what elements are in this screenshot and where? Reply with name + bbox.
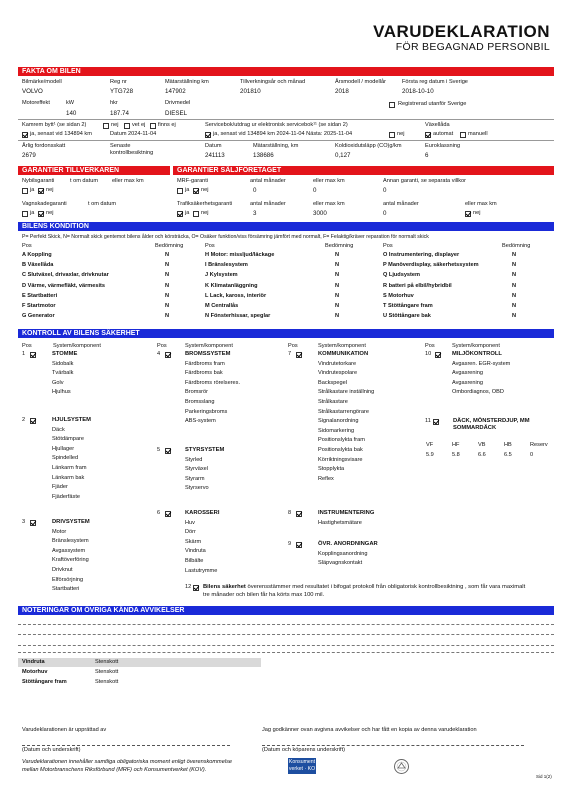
kondition-item: C Slutväxel, drivaxlar, drivknutar	[22, 272, 109, 279]
registrerad-checkbox[interactable]	[389, 102, 395, 108]
group-item: Reflex	[318, 475, 334, 482]
note12-text2: tre månader och bilen får ha körts max 100 mil.	[203, 592, 325, 598]
tire-value: 6.6	[478, 452, 486, 458]
note12-rest: överensstämmer med resultatet i bifogat protokoll från obligatorisk kontrollbesiktning , som får vara maximalt	[245, 584, 526, 590]
kondition-item: N Fönsterhissar, speglar	[205, 313, 271, 320]
kondition-rating: N	[165, 262, 170, 269]
group-item: Styrarm	[185, 475, 205, 482]
group-checkbox[interactable]	[296, 542, 302, 548]
vagnskada-ja-checkbox[interactable]	[22, 211, 28, 217]
group-item: Hastighetsmätare	[318, 519, 362, 526]
konsumentverket-logo	[288, 758, 316, 774]
kondition-rating: N	[165, 313, 170, 320]
tire-header: HF	[452, 442, 460, 448]
kondition-rating: N	[512, 272, 517, 279]
skatt-label: Årlig fordonsskatt	[22, 143, 66, 149]
vagnskada-ja-label: ja	[30, 210, 35, 216]
service-ja-checkbox[interactable]	[205, 132, 211, 138]
group-title: HJULSYSTEM	[52, 417, 91, 423]
section-fakta: FAKTA OM BILEN	[18, 67, 554, 76]
annan-man-value: 0	[383, 187, 387, 194]
tire-value: 5.8	[452, 452, 460, 458]
mrf-maxkm-label: eller max km	[313, 178, 345, 184]
vagnskada-nej-checkbox[interactable]	[38, 211, 44, 217]
group-item: Avgasrening	[452, 370, 483, 377]
group-num: 6	[157, 510, 161, 516]
trafik-nej-checkbox[interactable]	[193, 211, 199, 217]
group-item: Signalanordning	[318, 418, 359, 425]
nybil-nej-label: nej	[46, 187, 54, 193]
mrf-label: MRF-garanti	[177, 178, 209, 184]
kondition-item: P Manöverdisplay, säkerhetssystem	[383, 262, 479, 269]
vagnskada-tomdatum-label: t om datum	[88, 201, 116, 207]
group-item: Spindelled	[52, 455, 79, 462]
fakta-label-2: Mätarställning km	[165, 79, 209, 85]
matar-label: Mätarställning, km	[253, 143, 299, 149]
group-title: STYRSYSTEM	[185, 447, 225, 453]
group-item: Hjullager	[52, 445, 75, 452]
kondition-item: A Koppling	[22, 252, 52, 258]
kondition-rating: N	[335, 303, 340, 309]
tire-header: Reserv	[530, 442, 548, 448]
kondition-item: I Bränslesystem	[205, 262, 248, 269]
group-item: Skärm	[185, 538, 202, 545]
kondition-item: B Växellåda	[22, 262, 54, 269]
vaxel-automat-checkbox[interactable]	[425, 132, 431, 138]
tires-num: 11	[425, 418, 431, 424]
trafik-ja-label: ja	[185, 210, 190, 216]
group-item: Hjulhus	[52, 389, 71, 396]
trafik-km-value: 3000	[313, 210, 327, 217]
drivmedel-label: Drivmedel	[165, 100, 191, 106]
group-title: INSTRUMENTERING	[318, 510, 375, 516]
kamrem-datum: Datum 2024-11-04	[110, 131, 157, 137]
annan-nej-label: nej	[473, 210, 481, 216]
group-item: Avgasrening	[452, 379, 483, 386]
group-checkbox[interactable]	[30, 520, 36, 526]
tire-value: 0	[530, 452, 534, 458]
kondition-item: T Stöttångare fram	[383, 303, 433, 309]
tire-header: HB	[504, 442, 512, 448]
group-item: Tvärbalk	[52, 370, 74, 377]
group-item: Styrservo	[185, 485, 209, 492]
kondition-item: E Startbatteri	[22, 292, 58, 299]
besiktning-label: Senaste kontrollbesiktning	[110, 143, 154, 156]
group-item: Fjäder	[52, 484, 68, 491]
vaxel-manuell-checkbox[interactable]	[460, 132, 466, 138]
trafik-nej-label: nej	[201, 210, 209, 216]
group-checkbox[interactable]	[165, 511, 171, 517]
group-item: Sidobalk	[52, 360, 74, 367]
title-sub: FÖR BEGAGNAD PERSONBIL	[395, 41, 550, 53]
kontroll-sys-header: System/komponent	[185, 343, 233, 349]
group-title: MILJÖKONTROLL	[452, 351, 502, 357]
group-item: Ombordiagnos, OBD	[452, 389, 504, 396]
vaxel-manuell-label: manuell	[468, 131, 488, 137]
kondition-rating: N	[512, 303, 517, 309]
group-num: 2	[22, 417, 26, 423]
kamrem-ja-checkbox[interactable]	[22, 132, 28, 138]
section-noteringar: NOTERINGAR OM ÖVRIGA KÄNDA AVVIKELSER	[18, 606, 554, 615]
mrf-nej-checkbox[interactable]	[193, 188, 199, 194]
note12-num: 12	[185, 584, 192, 590]
fakta-value-3: 201810	[240, 88, 261, 95]
group-item: Fjäderfäste	[52, 493, 80, 500]
group-item: Huv	[185, 519, 195, 526]
tire-header: VB	[478, 442, 486, 448]
title-main: VARUDEKLARATION	[373, 22, 550, 41]
group-item: Länkarm bak	[52, 474, 85, 481]
kondition-item: U Stöttångare bak	[383, 313, 431, 320]
kondition-item: Q Ljudsystem	[383, 272, 420, 279]
group-item: Golv	[52, 379, 64, 386]
nybil-tomdatum-label: t om datum	[70, 178, 98, 184]
group-item: Färdbroms rörelseres.	[185, 379, 241, 386]
nybil-ja-checkbox[interactable]	[22, 188, 28, 194]
page-number: Sid 1(2)	[536, 774, 552, 779]
skatt-value: 2679	[22, 152, 36, 159]
datum-value: 241113	[205, 152, 225, 159]
nybil-nej-checkbox[interactable]	[38, 188, 44, 194]
kondition-item: O Instrumentering, displayer	[383, 252, 460, 258]
kondition-rating: N	[512, 292, 517, 299]
group-title: ÖVR. ANORDNINGAR	[318, 541, 378, 547]
hkr-value: 187.74	[110, 110, 129, 117]
group-item: Länkarm fram	[52, 465, 87, 471]
euro-value: 6	[425, 152, 429, 159]
group-item: Färdbroms bak	[185, 370, 223, 377]
kondition-rating: N	[165, 272, 170, 279]
kamrem-vetej-checkbox[interactable]	[124, 123, 130, 129]
tires-checkbox[interactable]	[433, 419, 439, 425]
kondition-item: M Centrallås	[205, 303, 239, 309]
kamrem-ja-label: ja, senast vid 134894 km	[30, 131, 92, 137]
fakta-label-3: Tillverkningsår och månad	[240, 79, 306, 85]
group-title: DRIVSYSTEM	[52, 519, 90, 525]
group-item: Sidomarkering	[318, 427, 355, 434]
vaxel-automat-label: automat	[433, 131, 454, 137]
notering-label: Vindruta	[22, 659, 45, 665]
notering-row-shade	[18, 658, 261, 667]
group-item: Bilbälte	[185, 558, 204, 564]
kondition-rating: N	[335, 252, 340, 258]
kondition-rating: N	[165, 252, 170, 258]
fakta-value-2: 147902	[165, 88, 186, 95]
group-item: Strålkastare	[318, 399, 348, 405]
group-item: Färdbroms fram	[185, 360, 225, 367]
tire-value: 6.5	[504, 452, 512, 458]
matar-value: 138686	[253, 152, 274, 159]
group-num: 9	[288, 541, 292, 547]
kondition-rating: N	[335, 282, 340, 289]
group-item: Elförsörjning	[52, 576, 84, 583]
group-item: ABS-system	[185, 418, 216, 425]
annan-antal-label: antal månader	[383, 201, 419, 207]
logo-line1: Konsument	[288, 759, 316, 765]
fakta-label-0: Bilmärke/modell	[22, 79, 62, 85]
group-checkbox[interactable]	[165, 448, 171, 454]
mrf-ja-label: ja	[185, 187, 190, 193]
service-label: Servicebok/utdrag ur elektronisk servicebok¹¹ (se sidan 2)	[205, 122, 348, 128]
mrf-nej-label: nej	[201, 187, 209, 193]
co2-label: Koldioxidutsläpp (CO)g/km	[335, 143, 402, 149]
kontroll-pos-header: Pos	[22, 343, 32, 349]
kondition-rating: N	[512, 313, 517, 320]
kontroll-sys-header: System/komponent	[53, 343, 101, 349]
kondition-item: F Startmotor	[22, 303, 56, 309]
logo-line2: verket · KO	[288, 766, 316, 772]
group-item: Stopplykta	[318, 466, 345, 473]
section-kondition: BILENS KONDITION	[18, 222, 554, 231]
kondition-item: J Kylsystem	[205, 272, 238, 279]
group-title: KAROSSERI	[185, 510, 220, 516]
fakta-value-4: 2018	[335, 88, 349, 95]
section-kontroll: KONTROLL AV BILENS SÄKERHET	[18, 329, 554, 338]
trafik-maxkm-label: eller max km	[313, 201, 345, 207]
kondition-item: S Motorhuv	[383, 292, 414, 299]
datum-kopare-label: (Datum och köparens underskrift)	[262, 747, 346, 753]
fakta-label-1: Reg nr	[110, 79, 127, 85]
group-item: Bromsslang	[185, 399, 215, 405]
notering-label: Motorhuv	[22, 669, 48, 675]
note12-text	[203, 584, 525, 591]
fakta-label-5: Första reg datum i Sverige	[402, 79, 468, 85]
nybil-label: Nybilsgaranti	[22, 178, 55, 184]
note12-checkbox[interactable]	[193, 585, 199, 591]
service-nej-checkbox[interactable]	[389, 132, 395, 138]
kontroll-pos-header: Pos	[157, 343, 167, 349]
kondition-rating: N	[335, 313, 340, 320]
kondition-item: R batteri på elbil/hybridbil	[383, 282, 452, 289]
kontroll-pos-header: Pos	[425, 343, 435, 349]
group-num: 3	[22, 519, 26, 525]
group-checkbox[interactable]	[165, 352, 171, 358]
kamrem-nej-checkbox[interactable]	[103, 123, 109, 129]
group-num: 4	[157, 351, 161, 357]
group-num: 10	[425, 351, 432, 357]
group-item: Positionslykta fram	[318, 437, 365, 444]
group-item: Motor	[52, 528, 67, 535]
group-item: Däck	[52, 426, 65, 433]
trafik-ja-checkbox[interactable]	[177, 211, 183, 217]
group-item: Körriktningsvisare	[318, 456, 363, 463]
mrf-seal-icon	[394, 759, 409, 774]
kondition-pos-header: Pos	[383, 243, 393, 249]
kontroll-pos-header: Pos	[288, 343, 298, 349]
motoreffekt-label: Motoreffekt	[22, 100, 50, 106]
kw-label: kW	[66, 100, 75, 106]
tires-title: DÄCK, MÖNSTERDJUP, MM SOMMARDÄCK	[453, 418, 530, 431]
notering-value: Stenskott	[95, 679, 119, 685]
group-item: Vindruta	[185, 548, 206, 555]
group-checkbox[interactable]	[435, 352, 441, 358]
annan-maxkm-label: eller max km	[465, 201, 497, 207]
fakta-value-5: 2018-10-10	[402, 88, 434, 95]
disclaimer-line2: mellan Motorbranschens Riksförbund (MRF) och Konsumentverket (KOV).	[22, 767, 207, 773]
kondition-item: D Värme, värmefläkt, värmesits	[22, 282, 106, 289]
kondition-bed-header: Bedömning	[155, 243, 184, 249]
kondition-item: K Klimatanläggning	[205, 282, 258, 289]
kondition-legend: P= Perfekt Skick, N= Normalt skick gentemot bilens ålder och körsträcka, O= Osäker funktion/viss försämring jämfört med normalt, F= Felaktig/kräver reparation för normalt skick	[22, 234, 429, 240]
kondition-pos-header: Pos	[22, 243, 32, 249]
group-item: Avgasren. EGR-system	[452, 360, 511, 367]
vagnskada-nej-label: nej	[46, 210, 54, 216]
group-item: Styrled	[185, 456, 203, 463]
service-nej-label: nej	[397, 131, 405, 137]
kondition-rating: N	[165, 303, 170, 309]
hkr-label: hkr	[110, 100, 118, 106]
kondition-bed-header: Bedömning	[325, 243, 354, 249]
mrf-ja-checkbox[interactable]	[177, 188, 183, 194]
kondition-rating: N	[335, 292, 340, 299]
nybil-maxkm-label: eller max km	[112, 178, 144, 184]
group-title: KOMMUNIKATION	[318, 351, 369, 357]
kondition-rating: N	[512, 252, 517, 258]
section-garanti-saljforetaget: GARANTIER SÄLJFÖRETAGET	[173, 166, 554, 175]
group-item: Kraftöverföring	[52, 557, 89, 564]
tire-header: VF	[426, 442, 434, 448]
group-item: Släpvagnskontakt	[318, 560, 363, 567]
kw-value: 140	[66, 110, 77, 117]
registrerad-label: Registrerad utanför Sverige	[398, 101, 467, 107]
notering-value: Stenskott	[95, 669, 119, 675]
section-garanti-tillverkaren: GARANTIER TILLVERKAREN	[18, 166, 170, 175]
kondition-rating: N	[335, 262, 340, 269]
trafik-label: Trafiksäkerhetsgaranti	[177, 201, 233, 207]
vagnskada-label: Vagnskadegaranti	[22, 201, 67, 207]
vaxel-label: Växellåda	[425, 122, 450, 128]
datum-label: Datum	[205, 143, 222, 149]
disclaimer-line1: Varudeklarationen innehåller samtliga obligatoriska moment enligt överenskommelse	[22, 759, 232, 765]
group-item: Parkeringsbroms	[185, 408, 228, 415]
group-item: Drivknut	[52, 567, 73, 573]
mrf-km-value: 0	[313, 187, 317, 194]
group-item: Positionslykta bak	[318, 447, 363, 453]
annan-km-value: 0	[383, 210, 387, 217]
tire-value: 5.9	[426, 452, 434, 458]
annan-label: Annan garanti, se separata villkor	[383, 178, 467, 184]
kondition-rating: N	[165, 292, 170, 299]
kamrem-finnsej-label: finns ej	[158, 122, 176, 128]
nybil-ja-label: ja	[30, 187, 35, 193]
service-ja-label: ja, senast vid 134894 km 2024-11-04 Nästa: 2025-11-04	[213, 131, 353, 137]
group-num: 1	[22, 351, 26, 357]
upprattad-label: Varudeklarationen är upprättad av	[22, 727, 107, 733]
group-title: BROMSSYSTEM	[185, 351, 231, 357]
group-checkbox[interactable]	[30, 418, 36, 424]
annan-nej-checkbox[interactable]	[465, 211, 471, 217]
trafik-antal-label: antal månader	[250, 201, 286, 207]
kamrem-label: Kamrem bytt¹ (se sidan 2)	[22, 122, 87, 128]
group-item: Vindrutetorkare	[318, 360, 357, 367]
group-checkbox[interactable]	[296, 511, 302, 517]
kondition-bed-header: Bedömning	[502, 243, 531, 249]
fakta-value-1: YTG728	[110, 88, 134, 95]
notering-value: Stenskott	[95, 659, 119, 665]
group-item: Vindrutespolare	[318, 370, 358, 377]
notering-label: Stöttångare fram	[22, 679, 67, 685]
kondition-rating: N	[165, 282, 170, 289]
kondition-item: G Generator	[22, 313, 55, 320]
kamrem-finnsej-checkbox[interactable]	[150, 123, 156, 129]
kontroll-sys-header: System/komponent	[452, 343, 500, 349]
group-item: Strålkastarrengörare	[318, 408, 369, 415]
group-checkbox[interactable]	[296, 352, 302, 358]
kondition-rating: N	[512, 262, 517, 269]
group-num: 8	[288, 510, 292, 516]
kondition-item: L Lack, kaross, interiör	[205, 292, 267, 299]
kondition-item: H Motor: missljud/läckage	[205, 252, 275, 258]
group-title: STOMME	[52, 351, 78, 357]
mrf-man-value: 0	[253, 187, 257, 194]
mrf-antal-label: antal månader	[250, 178, 286, 184]
group-item: Lastutrymme	[185, 567, 218, 574]
group-item: Bränslesystem	[52, 538, 89, 545]
kamrem-vetej-label: vet ej	[132, 122, 146, 128]
trafik-man-value: 3	[253, 210, 257, 217]
kontroll-sys-header: System/komponent	[318, 343, 366, 349]
euro-label: Euroklassning	[425, 143, 461, 149]
co2-value: 0,127	[335, 152, 351, 159]
kondition-pos-header: Pos	[205, 243, 215, 249]
note12-bold: Bilens säkerhet	[203, 584, 246, 590]
group-checkbox[interactable]	[30, 352, 36, 358]
fakta-value-0: VOLVO	[22, 88, 43, 95]
godkanner-label: Jag godkänner ovan avgivna avvikelser och har fått en kopia av denna varudeklaration	[262, 727, 477, 733]
group-item: Dörr	[185, 529, 196, 536]
group-item: Startbatteri	[52, 586, 80, 593]
datum-underskrift-label: (Datum och underskrift)	[22, 747, 81, 753]
kondition-rating: N	[335, 272, 340, 279]
group-num: 5	[157, 447, 161, 453]
group-item: Kopplingsanordning	[318, 550, 368, 557]
group-item: Bromsrör	[185, 389, 208, 396]
fakta-label-4: Årsmodell / modellår	[335, 79, 386, 85]
group-num: 7	[288, 351, 292, 357]
group-item: Styrväxel	[185, 466, 209, 473]
group-item: Strålkastare inställning	[318, 389, 375, 396]
group-item: Stötdämpare	[52, 436, 85, 443]
kondition-rating: N	[512, 282, 517, 289]
kamrem-nej-label: nej	[111, 122, 119, 128]
drivmedel-value: DIESEL	[165, 110, 188, 117]
group-item: Backspegel	[318, 379, 347, 386]
group-item: Avgassystem	[52, 547, 86, 554]
